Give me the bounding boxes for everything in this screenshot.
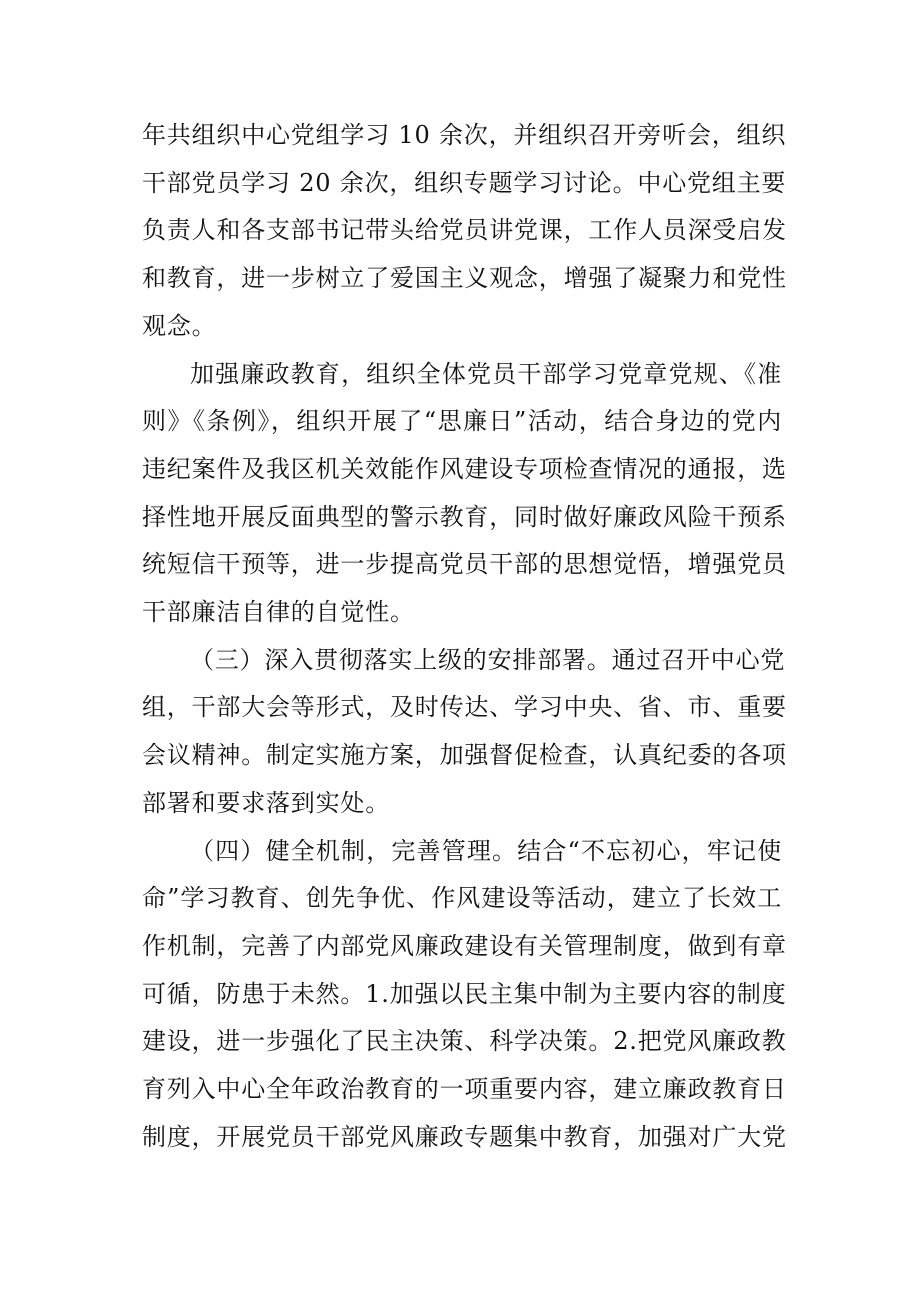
text-line: 择性地开展反面典型的警示教育，同时做好廉政风险干预系 (142, 502, 787, 531)
text-line: 制度，开展党员干部党风廉政专题集中教育，加强对广大党 (142, 1122, 787, 1151)
text-line: （三）深入贯彻落实上级的安排部署。通过召开中心党 (190, 645, 786, 674)
text-line: 和教育，进一步树立了爱国主义观念，增强了凝聚力和党性 (142, 264, 787, 293)
paragraph-1 (142, 112, 787, 351)
text-line: 会议精神。制定实施方案，加强督促检查，认真纪委的各项 (142, 741, 787, 770)
text-line: 命”学习教育、创先争优、作风建设等活动，建立了长效工 (142, 884, 782, 913)
text-line: 统短信干预等，进一步提高党员干部的思想觉悟，增强党员 (142, 550, 787, 579)
text-line: 观念。 (142, 311, 217, 340)
paragraph-4 (142, 828, 787, 1162)
document-page (142, 112, 787, 1161)
text-line: 作机制，完善了内部党风廉政建设有关管理制度，做到有章 (142, 931, 787, 960)
paragraph-2 (142, 351, 787, 637)
text-line: 违纪案件及我区机关效能作风建设专项检查情况的通报，选 (142, 454, 787, 483)
text-line: 年共组织中心党组学习 10 余次，并组织召开旁听会，组织 (142, 121, 787, 149)
text-line: 育列入中心全年政治教育的一项重要内容，建立廉政教育日 (142, 1075, 787, 1104)
text-line: 组，干部大会等形式，及时传达、学习中央、省、市、重要 (142, 693, 787, 722)
text-line: 干部党员学习 20 余次，组织专题学习讨论。中心党组主要 (142, 168, 787, 197)
text-line: 加强廉政教育，组织全体党员干部学习党章党规、《准 (190, 359, 782, 388)
paragraph-3 (142, 637, 787, 828)
text-line: 负责人和各支部书记带头给党员讲党课，工作人员深受启发 (142, 216, 787, 245)
text-line: （四）健全机制，完善管理。结合“不忘初心，牢记使 (190, 836, 782, 865)
text-line: 建设，进一步强化了民主决策、科学决策。2.把党风廉政教 (142, 1027, 787, 1056)
text-line: 则》《条例》，组织开展了“思廉日”活动，结合身边的党内 (142, 407, 782, 436)
text-line: 干部廉洁自律的自觉性。 (142, 598, 415, 627)
text-line: 可循，防患于未然。1.加强以民主集中制为主要内容的制度 (142, 979, 787, 1008)
text-line: 部署和要求落到实处。 (142, 788, 390, 817)
